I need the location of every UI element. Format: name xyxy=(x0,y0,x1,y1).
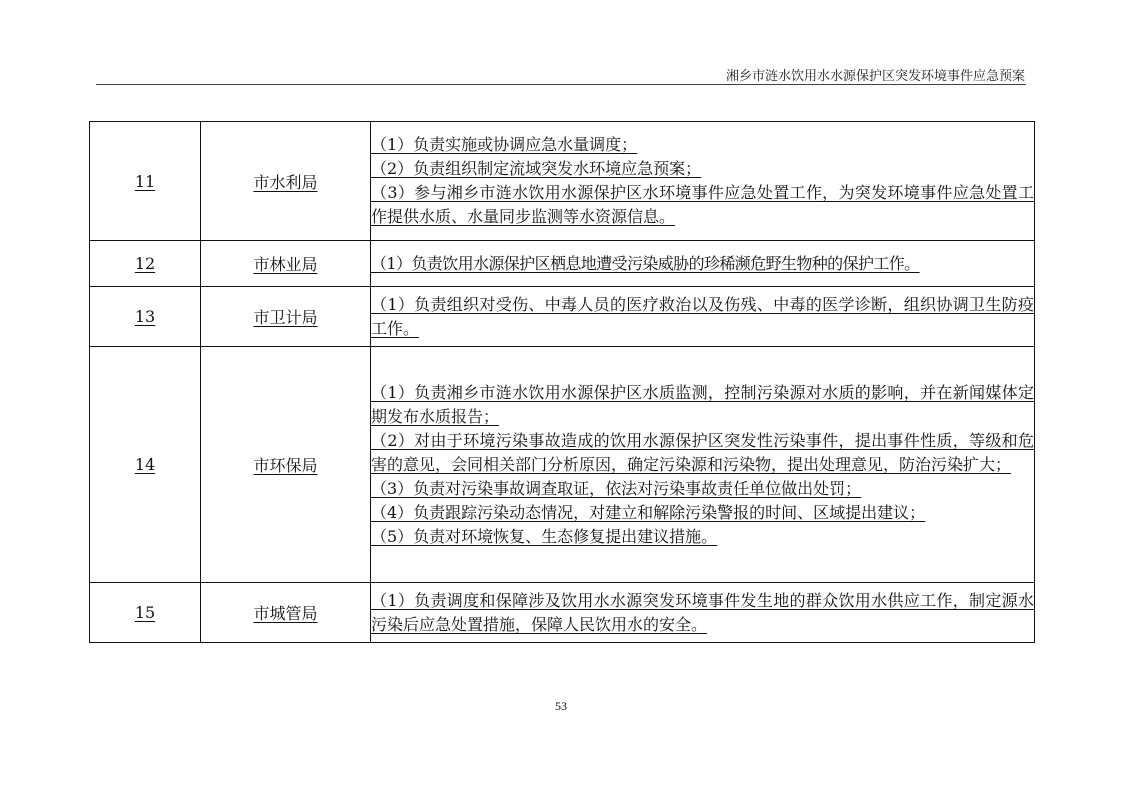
table-row xyxy=(90,583,1035,643)
duties-cell xyxy=(371,583,1035,643)
duties-cell xyxy=(371,241,1035,287)
department-name: 市林业局 xyxy=(253,255,318,274)
duty-item: （1）负责湘乡市涟水饮用水源保护区水质监测，控制污染源对水质的影响，并在新闻媒体定期发布水质报告； xyxy=(371,382,1034,426)
row-number-cell xyxy=(90,583,201,643)
department-cell xyxy=(201,347,371,583)
row-number: 11 xyxy=(134,171,156,191)
page-number: 53 xyxy=(555,699,567,713)
header-divider xyxy=(96,84,1026,85)
duties-cell xyxy=(371,287,1035,347)
duties-cell xyxy=(371,347,1035,583)
table-row xyxy=(90,122,1035,241)
table-row xyxy=(90,241,1035,287)
row-number: 12 xyxy=(134,254,156,273)
document-header-title: 湘乡市涟水饮用水水源保护区突发环境事件应急预案 xyxy=(725,69,1025,84)
row-number: 13 xyxy=(134,307,156,326)
duty-item: （5）负责对环境恢复、生态修复提出建议措施。 xyxy=(371,526,718,546)
department-cell xyxy=(201,287,371,347)
row-number-cell xyxy=(90,347,201,583)
department-cell xyxy=(201,122,371,241)
department-cell xyxy=(201,241,371,287)
duty-item: （2）对由于环境污染事故造成的饮用水源保护区突发性污染事件，提出事件性质，等级和危害的意见，会同相关部门分析原因，确定污染源和污染物，提出处理意见，防治污染扩大； xyxy=(371,430,1034,474)
row-number-cell xyxy=(90,122,201,241)
department-name: 市环保局 xyxy=(253,456,318,475)
duty-item: （4）负责跟踪污染动态情况，对建立和解除污染警报的时间、区域提出建议； xyxy=(371,502,926,522)
table-row xyxy=(90,287,1035,347)
duty-item: （2）负责组织制定流域突发水环境应急预案； xyxy=(371,159,702,178)
department-name: 市城管局 xyxy=(253,604,318,623)
row-number: 14 xyxy=(134,455,156,474)
row-number-cell xyxy=(90,241,201,287)
department-name: 市水利局 xyxy=(253,172,318,192)
duty-item: （1）负责调度和保障涉及饮用水水源突发环境事件发生地的群众饮用水供应工作，制定源水污染后应急处置措施，保障人民饮用水的安全。 xyxy=(371,590,1034,634)
department-cell xyxy=(201,583,371,643)
row-number: 15 xyxy=(134,603,156,622)
duties-cell xyxy=(371,122,1035,241)
duty-item: （3）负责对污染事故调查取证，依法对污染事故责任单位做出处罚； xyxy=(371,478,862,498)
duty-item: （3）参与湘乡市涟水饮用水源保护区水环境事件应急处置工作，为突发环境事件应急处置工作提供水质、水量同步监测等水资源信息。 xyxy=(371,183,1034,226)
duty-item: （1）负责饮用水源保护区栖息地遭受污染威胁的珍稀濒危野生物种的保护工作。 xyxy=(371,253,920,273)
duty-item: （1）负责实施或协调应急水量调度； xyxy=(371,135,638,154)
table-row xyxy=(90,347,1035,583)
duty-item: （1）负责组织对受伤、中毒人员的医疗救治以及伤残、中毒的医学诊断，组织协调卫生防疫工作。 xyxy=(371,294,1034,338)
row-number-cell xyxy=(90,287,201,347)
department-name: 市卫计局 xyxy=(253,308,318,327)
responsibility-table xyxy=(89,121,1035,643)
